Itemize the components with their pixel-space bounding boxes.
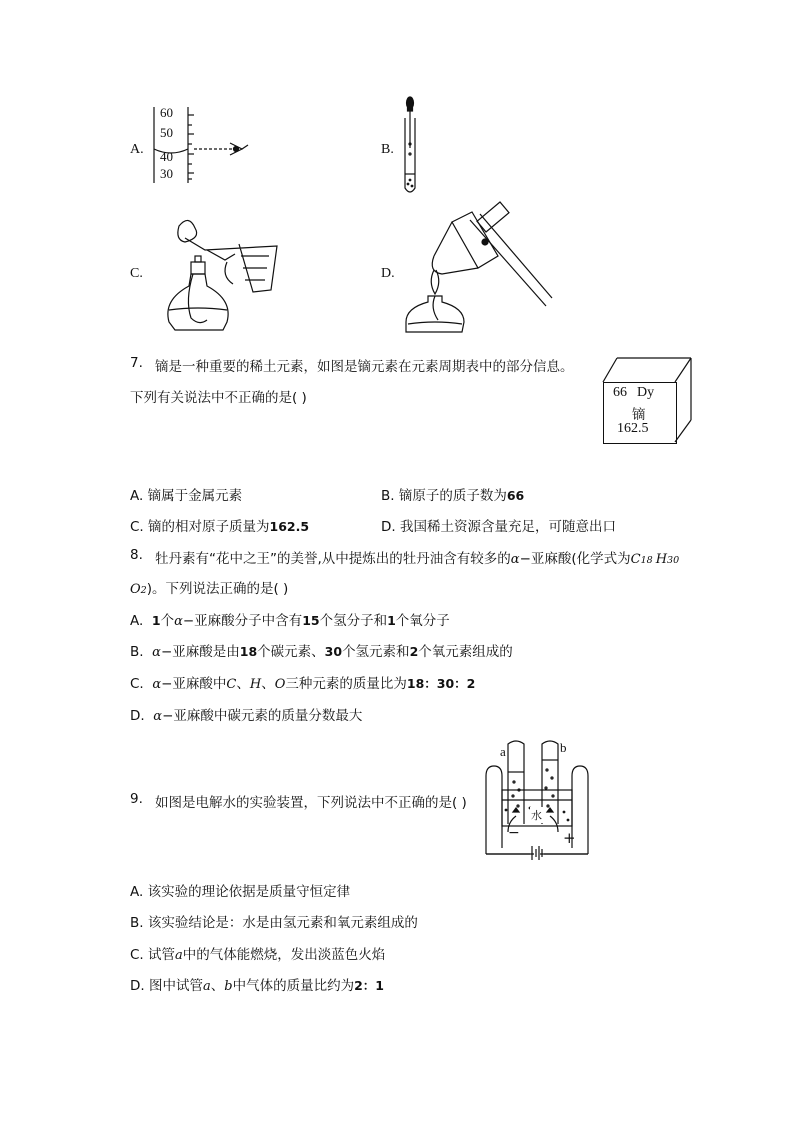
alpha-symbol: α — [153, 709, 163, 724]
number: 30 — [324, 644, 343, 659]
water-label: 水 — [531, 809, 542, 822]
question-8-stem-end: )。下列说法正确的是( ) — [146, 581, 289, 597]
text: 个氢元素和 — [342, 644, 410, 660]
question-7-option-b-text: B. 镝原子的质子数为 — [381, 488, 507, 504]
tube-b-label: b — [560, 740, 567, 755]
text: −亚麻酸分子中含有 — [182, 613, 303, 629]
question-8-stem-line2 — [130, 577, 288, 597]
question-9-option-a[interactable]: A. 该实验的理论依据是质量守恒定律 — [130, 884, 351, 900]
alpha-symbol: α — [152, 677, 162, 692]
question-8-stem-text: 牡丹素有“花中之王”的美誉,从中提炼出的牡丹油含有较多的 — [155, 551, 511, 567]
lamp-lighting-lamp-figure — [145, 210, 285, 334]
question-8-stem-text-2: −亚麻酸(化学式为 — [519, 551, 631, 567]
number: 1 — [151, 613, 161, 628]
text: D. 图中试管 — [130, 978, 203, 994]
text: 个氧元素组成的 — [418, 644, 513, 660]
question-8-stem-line1 — [155, 547, 679, 567]
dropper-test-tube-figure — [398, 96, 428, 198]
question-7-option-c[interactable] — [130, 515, 309, 535]
number: 18 — [239, 644, 258, 659]
number: 2 — [409, 644, 419, 659]
figure-option-b-label: B. — [381, 142, 394, 157]
question-7-option-c-number: 162.5 — [269, 519, 310, 534]
text: 三种元素的质量比为 — [285, 676, 407, 692]
positive-terminal-label: + — [563, 829, 576, 847]
figure-option-a-label: A. — [130, 142, 144, 157]
figure-option-d-label: D. — [381, 266, 395, 281]
formula-hydrogen: H — [655, 552, 668, 567]
question-8-option-c[interactable] — [130, 672, 475, 692]
alpha-symbol: α — [510, 552, 520, 567]
question-7-option-d[interactable]: D. 我国稀土资源含量充足，可随意出口 — [381, 519, 616, 535]
text: 个 — [160, 613, 175, 629]
formula-oxygen: O — [130, 582, 141, 597]
tube-a-symbol: a — [175, 948, 183, 963]
text: −亚麻酸是由 — [160, 644, 240, 660]
question-9-option-c[interactable] — [130, 943, 385, 963]
text: 个碳元素、 — [257, 644, 325, 660]
question-7-option-b-number: 66 — [506, 488, 525, 503]
element-name: 镝 — [632, 407, 646, 423]
tube-a-symbol: a — [202, 979, 211, 994]
formula-oxygen-subscript: 2 — [140, 585, 147, 596]
question-9-option-b[interactable]: B. 该实验结论是：水是由氢元素和氧元素组成的 — [130, 915, 418, 931]
question-7-option-b[interactable] — [381, 484, 524, 504]
tube-a-label: a — [500, 744, 506, 759]
number: 1 — [387, 613, 396, 628]
element-atomic-number: 66 — [613, 385, 627, 400]
text: 中的气体能燃烧，发出淡蓝色火焰 — [182, 947, 386, 963]
formula-carbon: C — [630, 552, 641, 567]
alpha-symbol: α — [174, 614, 183, 629]
alpha-symbol: α — [152, 645, 161, 660]
element-symbol: Dy — [637, 385, 655, 400]
cylinder-tick-60: 60 — [160, 105, 173, 120]
question-7-number: 7. — [130, 355, 143, 371]
mass-ratio: 18：30：2 — [406, 676, 476, 691]
option-d-label: D. — [130, 708, 145, 724]
text: 个氧分子 — [395, 613, 450, 629]
cylinder-tick-30: 30 — [160, 166, 173, 181]
question-7-option-a[interactable]: A. 镝属于金属元素 — [130, 488, 243, 504]
question-9-option-d[interactable] — [130, 974, 384, 994]
cylinder-tick-40: 40 — [160, 149, 173, 164]
text: C. 试管 — [130, 947, 176, 963]
question-9-number: 9. — [130, 791, 143, 807]
negative-terminal-label: − — [508, 825, 520, 841]
hydrogen-symbol: H — [249, 677, 262, 692]
separator: 、 — [210, 978, 225, 994]
tube-b-symbol: b — [224, 979, 233, 994]
number: 15 — [302, 613, 320, 628]
text: 个氢分子和 — [319, 613, 388, 629]
separator: 、 — [261, 676, 275, 692]
question-8-option-a[interactable] — [130, 609, 450, 629]
carbon-symbol: C — [226, 677, 237, 692]
question-7-stem-line1: 镝是一种重要的稀土元素，如图是镝元素在元素周期表中的部分信息。 — [155, 359, 574, 375]
heating-test-tube-figure — [398, 198, 554, 338]
mass-ratio: 2：1 — [354, 978, 384, 993]
option-a-label: A. — [130, 613, 144, 629]
formula-carbon-subscript: 18 — [640, 555, 653, 566]
text: −亚麻酸中 — [161, 676, 227, 692]
question-7-stem-line2: 下列有关说法中不正确的是( ) — [130, 390, 307, 406]
formula-hydrogen-subscript: 30 — [667, 555, 680, 566]
question-9-stem: 如图是电解水的实验装置，下列说法中不正确的是( ) — [155, 795, 467, 811]
text: −亚麻酸中碳元素的质量分数最大 — [162, 708, 363, 724]
option-b-label: B. — [130, 644, 144, 660]
option-c-label: C. — [130, 676, 144, 692]
element-atomic-mass: 162.5 — [617, 421, 649, 436]
question-8-number: 8. — [130, 547, 143, 563]
separator: 、 — [236, 676, 250, 692]
cylinder-tick-50: 50 — [160, 125, 173, 140]
text: 中气体的质量比约为 — [232, 978, 355, 994]
figure-option-c-label: C. — [130, 266, 143, 281]
oxygen-symbol: O — [274, 677, 286, 692]
question-7-option-c-text: C. 镝的相对原子质量为 — [130, 519, 270, 535]
question-8-option-d[interactable] — [130, 704, 362, 724]
question-8-option-b[interactable] — [130, 640, 513, 660]
